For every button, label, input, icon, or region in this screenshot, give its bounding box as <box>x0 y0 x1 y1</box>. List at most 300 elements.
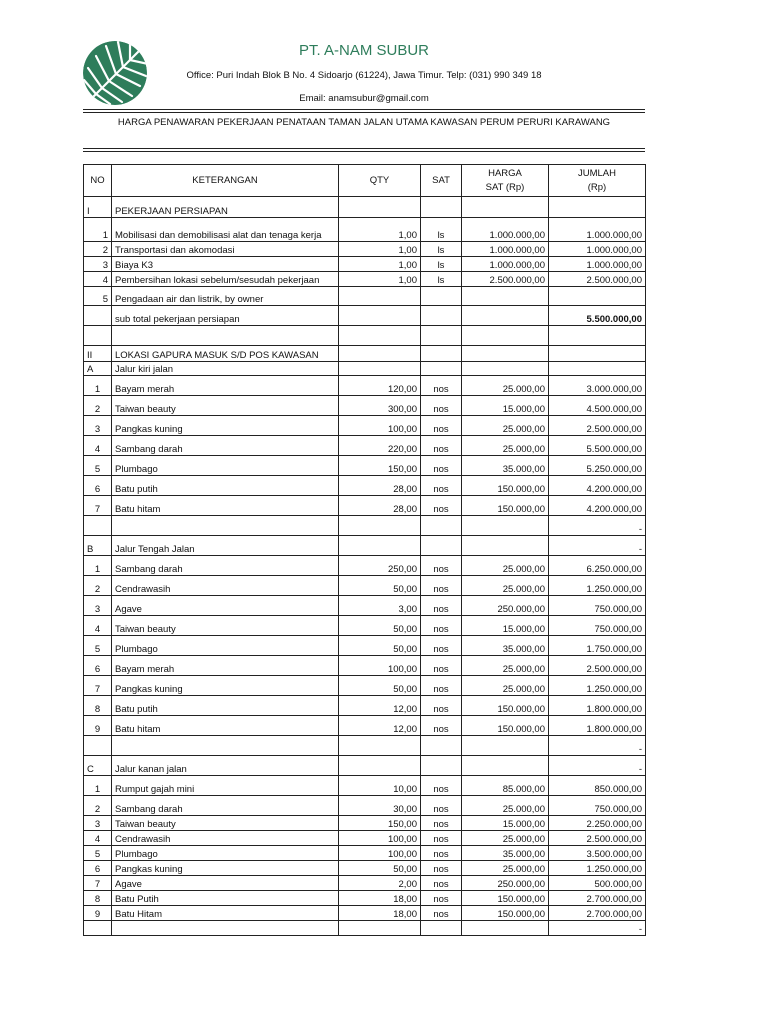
header-qty: QTY <box>339 165 421 197</box>
cell-keterangan: Mobilisasi dan demobilisasi alat dan tenaga kerja <box>112 227 339 242</box>
table-row <box>84 326 646 346</box>
table-row <box>84 676 646 696</box>
cell-no: C <box>84 756 112 776</box>
cell-sat: nos <box>421 616 462 636</box>
cell-harga <box>462 287 549 306</box>
cell-no: 7 <box>84 496 112 516</box>
cell-jumlah <box>549 287 646 306</box>
cell-jumlah: 2.250.000,00 <box>549 816 646 831</box>
table-row <box>84 696 646 716</box>
table-row <box>84 576 646 596</box>
cell-jumlah: - <box>549 516 646 536</box>
cell-harga: 35.000,00 <box>462 846 549 861</box>
table-row <box>84 861 646 876</box>
cell-sat: nos <box>421 376 462 396</box>
company-email: Email: anamsubur@gmail.com <box>299 93 429 104</box>
cell-jumlah: 750.000,00 <box>549 596 646 616</box>
cell-keterangan <box>112 736 339 756</box>
cell-jumlah: 4.200.000,00 <box>549 476 646 496</box>
cell-jumlah: 1.250.000,00 <box>549 861 646 876</box>
cell-qty <box>339 921 421 936</box>
cell-sat: nos <box>421 556 462 576</box>
cell-sat: ls <box>421 227 462 242</box>
table-row <box>84 556 646 576</box>
cell-keterangan: Batu hitam <box>112 496 339 516</box>
cell-no: 1 <box>84 227 112 242</box>
cell-no <box>84 736 112 756</box>
cell-sat: nos <box>421 846 462 861</box>
cell-jumlah: 1.250.000,00 <box>549 576 646 596</box>
cell-jumlah: - <box>549 756 646 776</box>
cell-qty: 50,00 <box>339 676 421 696</box>
table-header-row <box>84 165 646 197</box>
cell-no: 5 <box>84 456 112 476</box>
subtotal-row <box>84 306 646 326</box>
cell-harga: 25.000,00 <box>462 416 549 436</box>
cell-harga: 25.000,00 <box>462 656 549 676</box>
table-row <box>84 921 646 936</box>
cell-no <box>84 326 112 346</box>
cell-sat: nos <box>421 396 462 416</box>
cell-harga <box>462 346 549 362</box>
cell-harga: 15.000,00 <box>462 396 549 416</box>
cell-qty <box>339 197 421 218</box>
cell-harga: 35.000,00 <box>462 636 549 656</box>
table-row <box>84 876 646 891</box>
cell-sat: nos <box>421 891 462 906</box>
cell-jumlah: 4.200.000,00 <box>549 496 646 516</box>
cell-sat <box>421 516 462 536</box>
table-row <box>84 596 646 616</box>
cell-no <box>84 218 112 227</box>
cell-qty <box>339 306 421 326</box>
cell-qty: 220,00 <box>339 436 421 456</box>
cell-keterangan: Biaya K3 <box>112 257 339 272</box>
cell-harga <box>462 516 549 536</box>
cell-no: 4 <box>84 272 112 287</box>
cell-harga: 250.000,00 <box>462 596 549 616</box>
table-row <box>84 796 646 816</box>
cell-keterangan <box>112 921 339 936</box>
cell-qty: 30,00 <box>339 796 421 816</box>
cell-keterangan: Taiwan beauty <box>112 816 339 831</box>
cell-jumlah <box>549 218 646 227</box>
cell-sat <box>421 306 462 326</box>
cell-no: I <box>84 197 112 218</box>
cell-qty: 1,00 <box>339 227 421 242</box>
header-rule-top-1 <box>83 109 645 110</box>
cell-qty: 1,00 <box>339 242 421 257</box>
cell-no: 4 <box>84 616 112 636</box>
cell-sat: nos <box>421 576 462 596</box>
cell-sat <box>421 218 462 227</box>
cell-jumlah <box>549 197 646 218</box>
cell-sat: nos <box>421 831 462 846</box>
header-keterangan: KETERANGAN <box>112 165 339 197</box>
cell-harga: 150.000,00 <box>462 716 549 736</box>
cell-harga: 25.000,00 <box>462 831 549 846</box>
cell-keterangan: Sambang darah <box>112 556 339 576</box>
cell-harga: 250.000,00 <box>462 876 549 891</box>
cell-sat: nos <box>421 416 462 436</box>
cell-qty: 12,00 <box>339 716 421 736</box>
cell-keterangan: Plumbago <box>112 846 339 861</box>
cell-jumlah <box>549 326 646 346</box>
cell-harga <box>462 306 549 326</box>
cell-harga <box>462 362 549 376</box>
cell-sat <box>421 921 462 936</box>
table-row <box>84 242 646 257</box>
cell-qty <box>339 346 421 362</box>
cell-no: 7 <box>84 876 112 891</box>
cell-qty: 120,00 <box>339 376 421 396</box>
section-row <box>84 362 646 376</box>
cell-keterangan: Rumput gajah mini <box>112 776 339 796</box>
table-row <box>84 846 646 861</box>
cell-harga <box>462 756 549 776</box>
cell-harga <box>462 921 549 936</box>
cell-keterangan: Pangkas kuning <box>112 676 339 696</box>
cell-jumlah: - <box>549 736 646 756</box>
cell-jumlah: 5.500.000,00 <box>549 306 646 326</box>
table-row <box>84 218 646 227</box>
cell-harga <box>462 326 549 346</box>
header-no: NO <box>84 165 112 197</box>
cell-no: 8 <box>84 891 112 906</box>
cell-no: 2 <box>84 576 112 596</box>
cell-sat: nos <box>421 816 462 831</box>
cell-keterangan: Batu hitam <box>112 716 339 736</box>
cell-qty <box>339 362 421 376</box>
header-rule-bottom-1 <box>83 148 645 149</box>
cell-no: B <box>84 536 112 556</box>
cell-harga: 85.000,00 <box>462 776 549 796</box>
cell-harga: 15.000,00 <box>462 816 549 831</box>
cell-qty <box>339 756 421 776</box>
cell-no: 5 <box>84 846 112 861</box>
cell-keterangan: Plumbago <box>112 636 339 656</box>
cell-jumlah: - <box>549 921 646 936</box>
cell-qty: 50,00 <box>339 576 421 596</box>
cell-no: A <box>84 362 112 376</box>
cell-qty: 100,00 <box>339 846 421 861</box>
cell-jumlah: 3.500.000,00 <box>549 846 646 861</box>
cell-no: II <box>84 346 112 362</box>
cell-keterangan: Taiwan beauty <box>112 396 339 416</box>
cell-keterangan: Batu putih <box>112 696 339 716</box>
cell-jumlah: 2.700.000,00 <box>549 906 646 921</box>
header-harga-line2: SAT (Rp) <box>485 181 525 193</box>
cell-keterangan <box>112 218 339 227</box>
cell-jumlah: 3.000.000,00 <box>549 376 646 396</box>
cell-no: 6 <box>84 656 112 676</box>
cell-keterangan: Plumbago <box>112 456 339 476</box>
table-row <box>84 396 646 416</box>
cell-keterangan: Transportasi dan akomodasi <box>112 242 339 257</box>
section-row <box>84 346 646 362</box>
cell-qty: 100,00 <box>339 831 421 846</box>
cell-qty: 18,00 <box>339 891 421 906</box>
document-title: HARGA PENAWARAN PEKERJAAN PENATAAN TAMAN JALAN UTAMA KAWASAN PERUM PERURI KARAWANG <box>117 117 611 128</box>
cell-jumlah <box>549 362 646 376</box>
cell-sat: nos <box>421 796 462 816</box>
cell-harga: 1.000.000,00 <box>462 242 549 257</box>
cell-harga: 25.000,00 <box>462 556 549 576</box>
cell-keterangan: Sambang darah <box>112 796 339 816</box>
cell-qty: 1,00 <box>339 257 421 272</box>
table-row <box>84 656 646 676</box>
table-row <box>84 272 646 287</box>
header-jumlah-line1: JUMLAH <box>577 167 616 179</box>
cell-sat: nos <box>421 476 462 496</box>
cell-sat: ls <box>421 242 462 257</box>
cell-keterangan <box>112 326 339 346</box>
cell-no: 7 <box>84 676 112 696</box>
cell-keterangan: Batu putih <box>112 476 339 496</box>
table-row <box>84 906 646 921</box>
cell-sat: nos <box>421 596 462 616</box>
table-row <box>84 456 646 476</box>
cell-no: 5 <box>84 287 112 306</box>
cell-sat: nos <box>421 776 462 796</box>
table-row <box>84 516 646 536</box>
cell-sat <box>421 756 462 776</box>
cell-keterangan: PEKERJAAN PERSIAPAN <box>112 197 339 218</box>
cell-harga: 1.000.000,00 <box>462 227 549 242</box>
cell-sat: nos <box>421 906 462 921</box>
cell-jumlah: 1.800.000,00 <box>549 696 646 716</box>
cell-jumlah: 5.500.000,00 <box>549 436 646 456</box>
cell-no: 5 <box>84 636 112 656</box>
cell-qty <box>339 218 421 227</box>
cell-harga: 150.000,00 <box>462 906 549 921</box>
cell-no: 1 <box>84 556 112 576</box>
cell-keterangan: Jalur kiri jalan <box>112 362 339 376</box>
cell-keterangan: Bayam merah <box>112 656 339 676</box>
cell-no <box>84 921 112 936</box>
table-row <box>84 416 646 436</box>
cell-qty: 250,00 <box>339 556 421 576</box>
cell-no <box>84 516 112 536</box>
cell-jumlah: - <box>549 536 646 556</box>
cell-jumlah: 1.000.000,00 <box>549 257 646 272</box>
cell-keterangan: Taiwan beauty <box>112 616 339 636</box>
cell-no: 1 <box>84 776 112 796</box>
cell-sat: nos <box>421 876 462 891</box>
cell-sat <box>421 362 462 376</box>
cell-sat: nos <box>421 656 462 676</box>
cell-no: 9 <box>84 906 112 921</box>
table-row <box>84 257 646 272</box>
cell-harga <box>462 218 549 227</box>
cell-sat <box>421 346 462 362</box>
header-harga-line1: HARGA <box>488 167 522 179</box>
company-address: Office: Puri Indah Blok B No. 4 Sidoarjo (61224), Jawa Timur. Telp: (031) 990 349 18 <box>186 70 542 81</box>
section-row <box>84 756 646 776</box>
cell-jumlah: 750.000,00 <box>549 616 646 636</box>
cell-sat: ls <box>421 272 462 287</box>
cell-sat: nos <box>421 861 462 876</box>
cell-keterangan: Pangkas kuning <box>112 861 339 876</box>
cell-harga <box>462 536 549 556</box>
cell-keterangan: Jalur kanan jalan <box>112 756 339 776</box>
cell-qty: 28,00 <box>339 496 421 516</box>
cell-no: 1 <box>84 376 112 396</box>
table-row <box>84 891 646 906</box>
table-row <box>84 716 646 736</box>
cell-harga: 150.000,00 <box>462 696 549 716</box>
cell-harga <box>462 736 549 756</box>
cell-qty: 12,00 <box>339 696 421 716</box>
cell-sat: ls <box>421 257 462 272</box>
table-row <box>84 636 646 656</box>
cell-jumlah: 4.500.000,00 <box>549 396 646 416</box>
cell-qty: 28,00 <box>339 476 421 496</box>
table-row <box>84 776 646 796</box>
cell-qty <box>339 516 421 536</box>
cell-harga: 150.000,00 <box>462 496 549 516</box>
table-row <box>84 287 646 306</box>
cell-no: 3 <box>84 816 112 831</box>
header-rule-bottom-2 <box>83 151 645 152</box>
header-rule-top-2 <box>83 112 645 113</box>
cell-jumlah: 2.500.000,00 <box>549 416 646 436</box>
cell-jumlah: 6.250.000,00 <box>549 556 646 576</box>
header-jumlah-line2: (Rp) <box>587 181 607 193</box>
cell-keterangan: Agave <box>112 876 339 891</box>
cell-harga: 25.000,00 <box>462 576 549 596</box>
cell-sat <box>421 736 462 756</box>
table-row <box>84 616 646 636</box>
cell-keterangan: LOKASI GAPURA MASUK S/D POS KAWASAN <box>112 346 339 362</box>
cell-qty <box>339 326 421 346</box>
cell-qty: 300,00 <box>339 396 421 416</box>
cell-no: 6 <box>84 861 112 876</box>
cell-jumlah: 2.500.000,00 <box>549 656 646 676</box>
cell-keterangan: Batu Putih <box>112 891 339 906</box>
cell-no: 9 <box>84 716 112 736</box>
cell-no: 3 <box>84 416 112 436</box>
cell-qty <box>339 287 421 306</box>
table-row <box>84 227 646 242</box>
cell-no: 4 <box>84 831 112 846</box>
cell-harga: 25.000,00 <box>462 861 549 876</box>
cell-keterangan: Batu Hitam <box>112 906 339 921</box>
cell-sat: nos <box>421 676 462 696</box>
cell-jumlah: 850.000,00 <box>549 776 646 796</box>
cell-keterangan: Jalur Tengah Jalan <box>112 536 339 556</box>
cell-sat <box>421 536 462 556</box>
cell-sat: nos <box>421 696 462 716</box>
cell-keterangan: Cendrawasih <box>112 576 339 596</box>
cell-harga: 25.000,00 <box>462 796 549 816</box>
header-harga <box>462 165 549 197</box>
cell-qty: 18,00 <box>339 906 421 921</box>
cell-harga: 25.000,00 <box>462 436 549 456</box>
cell-no: 2 <box>84 796 112 816</box>
cell-harga: 15.000,00 <box>462 616 549 636</box>
table-row <box>84 736 646 756</box>
cell-qty: 100,00 <box>339 416 421 436</box>
cell-jumlah: 1.750.000,00 <box>549 636 646 656</box>
cell-sat <box>421 197 462 218</box>
cell-no: 4 <box>84 436 112 456</box>
cell-keterangan: Bayam merah <box>112 376 339 396</box>
cell-no: 3 <box>84 596 112 616</box>
cell-sat: nos <box>421 456 462 476</box>
cell-no: 8 <box>84 696 112 716</box>
table-row <box>84 496 646 516</box>
cell-jumlah: 500.000,00 <box>549 876 646 891</box>
cell-harga <box>462 197 549 218</box>
cell-qty <box>339 536 421 556</box>
cell-harga: 2.500.000,00 <box>462 272 549 287</box>
cell-harga: 150.000,00 <box>462 891 549 906</box>
cell-harga: 35.000,00 <box>462 456 549 476</box>
cell-qty: 50,00 <box>339 861 421 876</box>
cell-sat: nos <box>421 496 462 516</box>
cell-sat: nos <box>421 436 462 456</box>
cell-jumlah: 2.500.000,00 <box>549 272 646 287</box>
cell-jumlah: 1.250.000,00 <box>549 676 646 696</box>
cell-qty: 100,00 <box>339 656 421 676</box>
cell-keterangan: Cendrawasih <box>112 831 339 846</box>
cell-sat <box>421 287 462 306</box>
table-row <box>84 816 646 831</box>
cell-jumlah: 5.250.000,00 <box>549 456 646 476</box>
header-sat: SAT <box>421 165 462 197</box>
price-table <box>83 164 646 936</box>
cell-qty: 10,00 <box>339 776 421 796</box>
section-row <box>84 197 646 218</box>
table-row <box>84 831 646 846</box>
cell-jumlah: 2.500.000,00 <box>549 831 646 846</box>
section-row <box>84 536 646 556</box>
cell-qty: 150,00 <box>339 816 421 831</box>
cell-sat <box>421 326 462 346</box>
cell-jumlah: 1.000.000,00 <box>549 227 646 242</box>
cell-keterangan: Agave <box>112 596 339 616</box>
cell-keterangan: Pengadaan air dan listrik, by owner <box>112 287 339 306</box>
cell-harga: 150.000,00 <box>462 476 549 496</box>
cell-jumlah <box>549 346 646 362</box>
cell-qty: 50,00 <box>339 636 421 656</box>
cell-keterangan: sub total pekerjaan persiapan <box>112 306 339 326</box>
table-row <box>84 436 646 456</box>
cell-qty: 3,00 <box>339 596 421 616</box>
cell-harga: 1.000.000,00 <box>462 257 549 272</box>
table-row <box>84 476 646 496</box>
company-name: PT. A-NAM SUBUR <box>298 42 430 59</box>
cell-keterangan <box>112 516 339 536</box>
cell-jumlah: 2.700.000,00 <box>549 891 646 906</box>
header-jumlah <box>549 165 646 197</box>
cell-keterangan: Sambang darah <box>112 436 339 456</box>
cell-sat: nos <box>421 716 462 736</box>
cell-qty <box>339 736 421 756</box>
cell-jumlah: 1.000.000,00 <box>549 242 646 257</box>
cell-keterangan: Pembersihan lokasi sebelum/sesudah pekerjaan <box>112 272 339 287</box>
cell-harga: 25.000,00 <box>462 676 549 696</box>
cell-jumlah: 1.800.000,00 <box>549 716 646 736</box>
cell-qty: 2,00 <box>339 876 421 891</box>
cell-jumlah: 750.000,00 <box>549 796 646 816</box>
cell-no: 2 <box>84 242 112 257</box>
cell-no: 3 <box>84 257 112 272</box>
cell-sat: nos <box>421 636 462 656</box>
cell-no: 2 <box>84 396 112 416</box>
cell-no: 6 <box>84 476 112 496</box>
